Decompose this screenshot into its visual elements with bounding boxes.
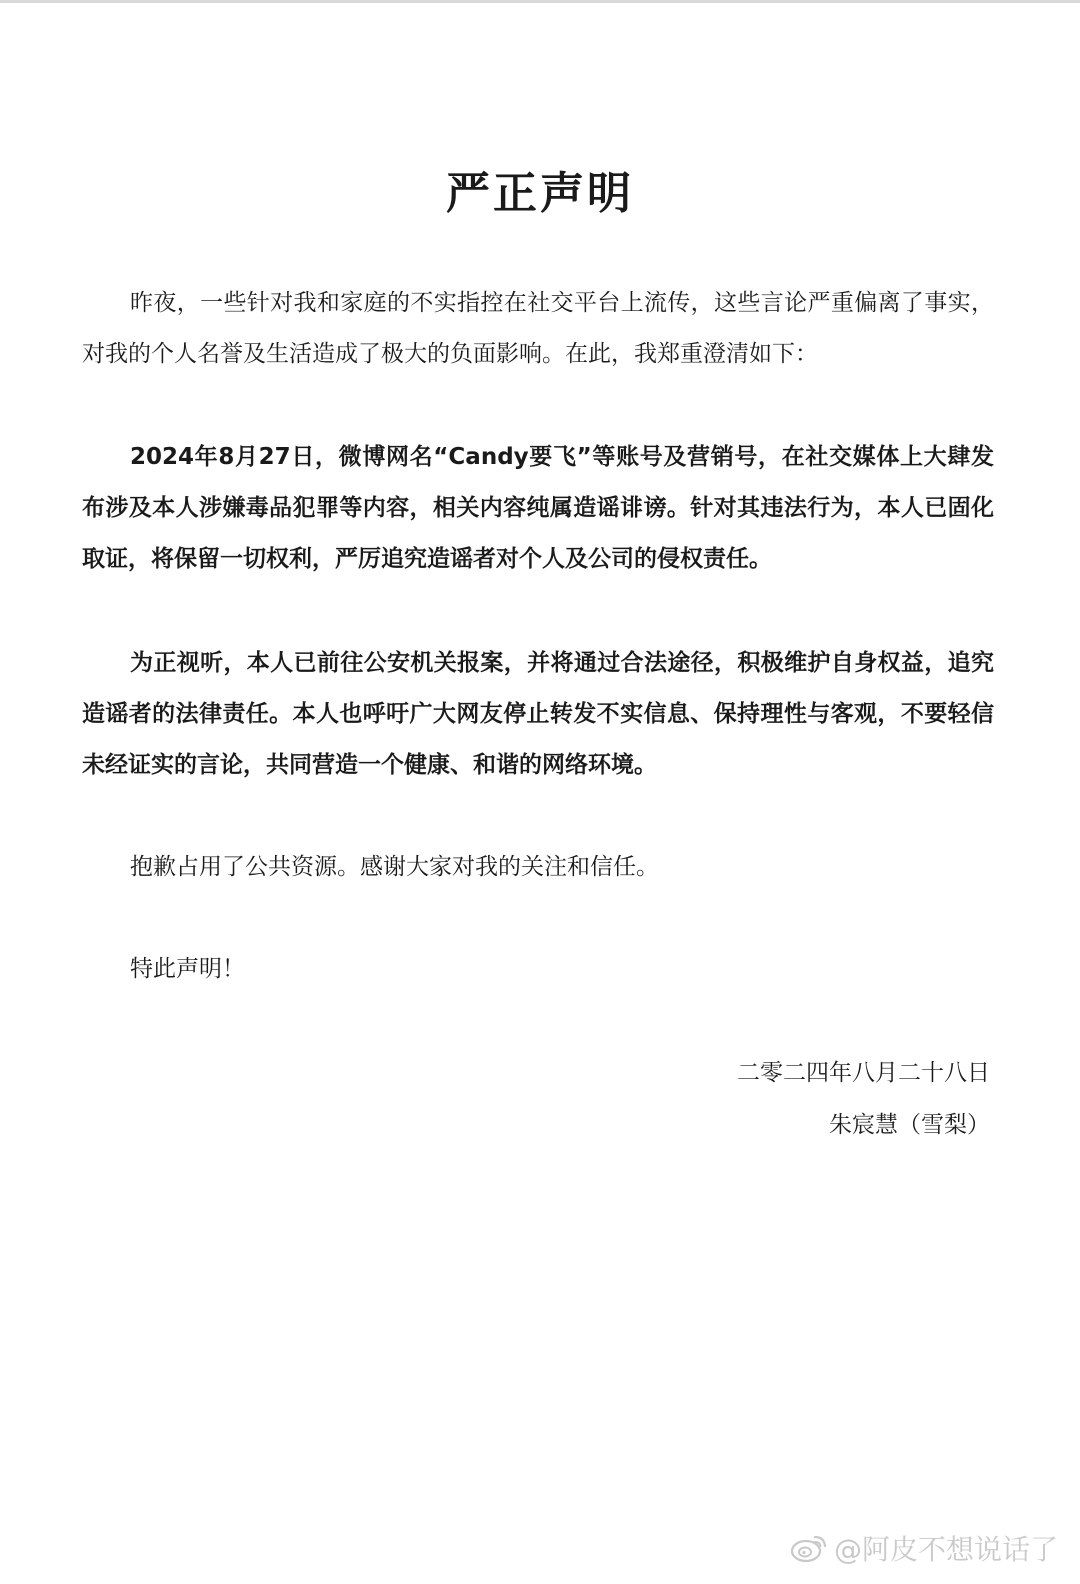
watermark [790,1528,1058,1568]
document-title: 严正声明 [446,168,634,219]
top-border [0,0,1080,3]
signature-date: 二零二四年八月二十八日 [737,1060,990,1086]
paragraph-apology: 抱歉占用了公共资源。感谢大家对我的关注和信任。 [130,854,659,880]
paragraph-closing: 特此声明！ [130,956,245,982]
signature-name: 朱宸慧（雪梨） [829,1112,990,1138]
paragraph-intro: 昨夜，一些针对我和家庭的不实指控在社交平台上流传，这些言论严重偏离了事实，对我的个人名誉及生活造成了极大的负面影响。在此，我郑重澄清如下： [82,290,994,367]
watermark-text: @阿皮不想说话了 [833,1533,1058,1566]
paragraph-legal-action: 为正视听，本人已前往公安机关报案，并将通过合法途径，积极维护自身权益，追究造谣者的法律责任。本人也呼吁广大网友停止转发不实信息、保持理性与客观，不要轻信未经证实的言论，共同营造一个健康、和谐的网络环境。 [82,650,994,778]
weibo-icon [790,1533,828,1563]
paragraph-incident: 2024年8月27日，微博网名“Candy要飞”等账号及营销号，在社交媒体上大肆发布涉及本人涉嫌毒品犯罪等内容，相关内容纯属造谣诽谤。针对其违法行为，本人已固化取证，将保留一切权利，严厉追究造谣者对个人及公司的侵权责任。 [82,444,994,572]
